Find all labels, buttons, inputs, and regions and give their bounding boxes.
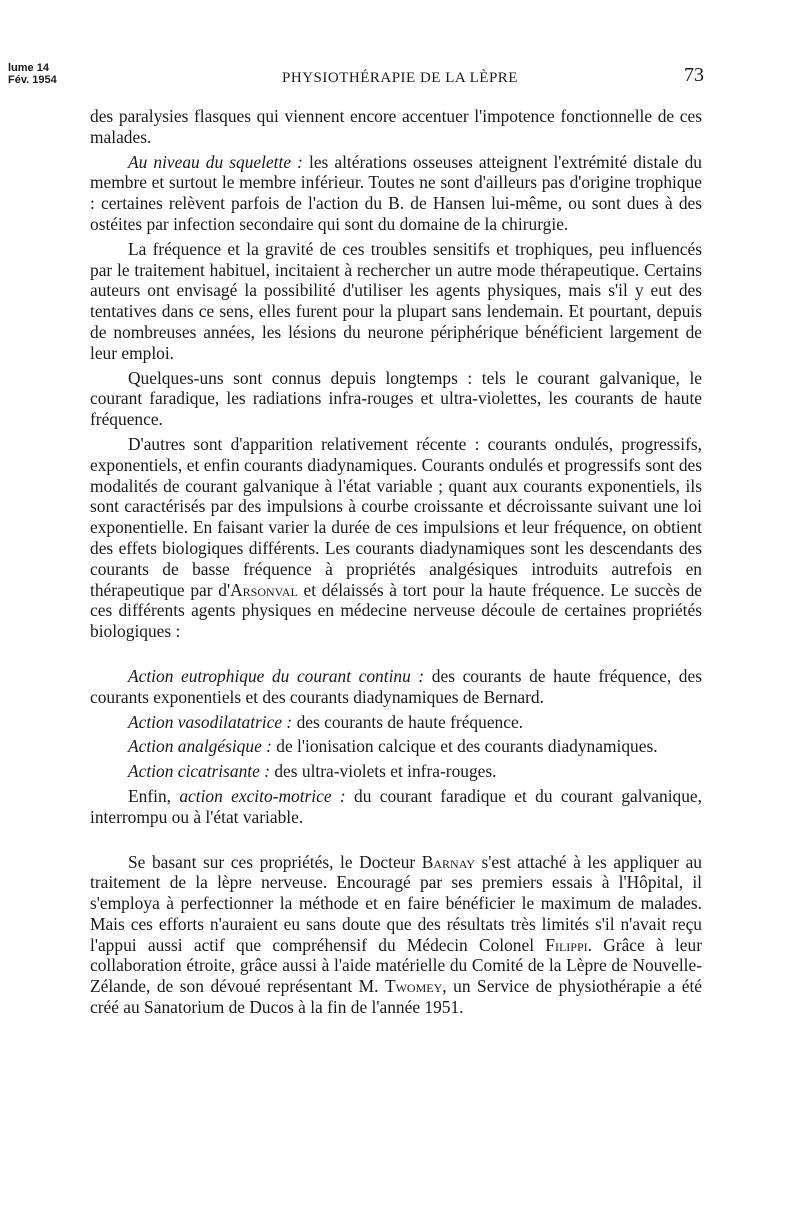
action-healing xyxy=(90,761,702,782)
action-eutrophic xyxy=(90,666,702,708)
action-healing-text: des ultra-violets et infra-rouges. xyxy=(270,761,497,782)
recent-agents-text-a: D'autres sont d'apparition relativement récente : courants ondulés, progressifs, exponentiels, et enfin courants diadynamiques. Courants ondulés et progressifs sont des modalités de courant galvanique à l'état variable ; quant aux courants exponentiels, ils sont caractérisés par des impulsions à courbe croissante et décroissante suivant une loi exponentielle. En faisant varier la durée de ces impulsions et leur fréquence, on obtient des effets biologiques différents. Les courants diadynamiques sont les descendants des courants de basse fréquence à propriétés analgésiques introduits autrefois en thérapeutique par d' xyxy=(90,433,702,600)
action-excitomotor-pre: Enfin, xyxy=(128,785,180,806)
running-title: PHYSIOTHÉRAPIE DE LA LÈPRE xyxy=(282,70,518,86)
action-excitomotor xyxy=(90,786,702,828)
action-vasodilator-text: des courants de haute fréquence. xyxy=(292,711,524,732)
paragraph-barnay xyxy=(90,852,702,1018)
paragraph-known-agents: Quelques-uns sont connus depuis longtemps : tels le courant galvanique, le courant faradique, les radiations infra-rouges et ultra-violettes, les courants de haute fréquence. xyxy=(90,367,702,430)
action-eutrophic-text: des courants de haute fréquence, des courants exponentiels et des courants diadynamiques de Bernard. xyxy=(90,665,702,707)
article-body xyxy=(90,106,702,1018)
name-filippi: Filippi xyxy=(545,934,588,955)
name-barnay: Barnay xyxy=(421,851,475,872)
action-vasodilator xyxy=(90,712,702,733)
paragraph-frequency: La fréquence et la gravité de ces troubles sensitifs et trophiques, peu influencés par le traitement habituel, incitaient à rechercher un autre mode thérapeutique. Certains auteurs ont envisagé la possibilité d'utiliser les agents physiques, mais s'il y eut des tentatives dans ce sens, elles furent pour la plupart sans lendemain. Et pourtant, depuis de nombreuses années, les lésions du neurone périphérique bénéficient largement de leur emploi. xyxy=(90,238,702,363)
running-header xyxy=(0,60,800,100)
action-analgesic xyxy=(90,736,702,757)
volume-label: lume 14 xyxy=(8,62,49,74)
author-arsonval: Arsonval xyxy=(230,579,298,600)
action-vasodilator-heading: Action vasodilatatrice : xyxy=(128,711,293,732)
barnay-text-b: s'est attaché à les appliquer au traitement de la lèpre nerveuse. Encouragé par ses premiers essais à l'Hôpital, il s'employa à perfectionner la méthode et en faire bénéficier le maximum de malades. Mais ces efforts n'auraient eu sans doute que des résultats très limités s'il n'avait reçu l'appui aussi actif que compréhensif du Médecin Colonel xyxy=(90,851,702,955)
name-twomey: Twomey xyxy=(384,976,443,997)
paragraph-skeleton xyxy=(90,152,702,235)
action-healing-heading: Action cicatrisante : xyxy=(128,761,270,782)
action-analgesic-text: de l'ionisation calcique et des courants diadynamiques. xyxy=(271,736,658,757)
recent-agents-text-b: et délaissés à tort pour la haute fréquence. Le succès de ces différents agents physiques en médecine nerveuse découle de certaines propriétés biologiques : xyxy=(90,579,702,642)
action-analgesic-heading: Action analgésique : xyxy=(128,736,272,757)
barnay-text-c: . Grâce à leur collaboration étroite, grâce aussi à l'aide matérielle du Comité de la Lèpre de Nouvelle-Zélande, de son dévoué représentant M. xyxy=(90,934,702,997)
paragraph-recent-agents xyxy=(90,434,702,642)
skeleton-text: les altérations osseuses atteignent l'extrémité distale du membre et surtout le membre inférieur. Toutes ne sont d'ailleurs pas d'origine trophique : certaines relèvent parfois de l'action du B. de Hansen lui-même, ou sont dues à des ostéites par infection secondaire qui sont du domaine de la chirurgie. xyxy=(90,151,702,234)
paragraph-1: des paralysies flasques qui viennent encore accentuer l'impotence fonctionnelle de ces malades. xyxy=(90,106,702,147)
page-number: 73 xyxy=(684,64,704,86)
action-excitomotor-text: du courant faradique et du courant galvanique, interrompu ou à l'état variable. xyxy=(90,785,702,827)
action-excitomotor-heading: action excito-motrice : xyxy=(179,785,346,806)
action-eutrophic-heading: Action eutrophique du courant continu : xyxy=(128,665,425,686)
barnay-text-d: , un Service de physiothérapie a été créé au Sanatorium de Ducos à la fin de l'année 1951. xyxy=(90,976,702,1018)
issue-date: Fév. 1954 xyxy=(8,74,57,86)
skeleton-heading: Au niveau du squelette : xyxy=(128,151,303,172)
barnay-text-a: Se basant sur ces propriétés, le Docteur xyxy=(128,851,422,872)
